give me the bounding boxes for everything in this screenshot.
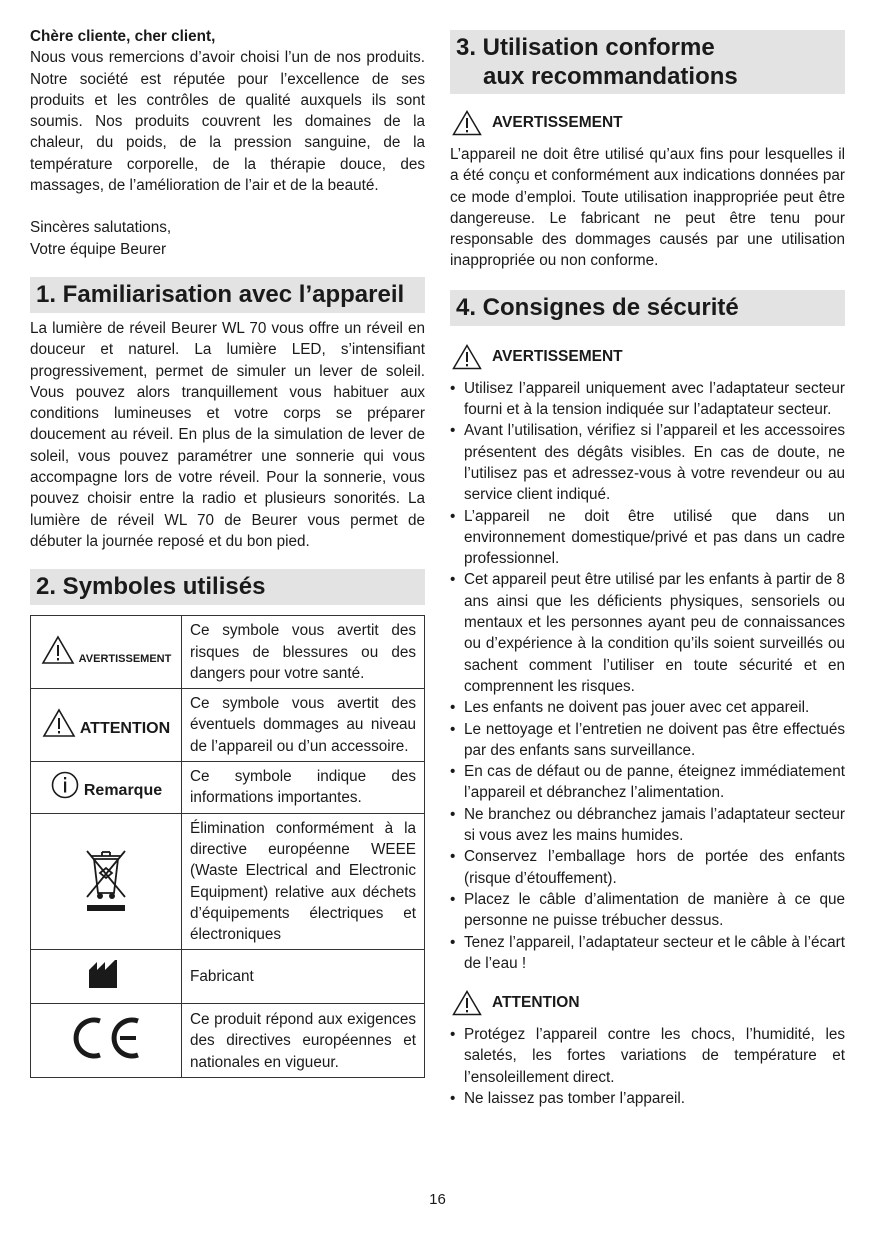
symbol-row-remarque xyxy=(31,762,425,814)
symbol-row-weee xyxy=(31,813,425,950)
warning-label: AVERTISSEMENT xyxy=(492,347,623,365)
symbols-table xyxy=(30,615,425,1078)
attention-list xyxy=(450,1024,845,1109)
symbol-cell xyxy=(31,762,182,814)
symbol-description: Ce symbole indique des informations importantes. xyxy=(182,762,425,814)
section4-attention xyxy=(452,990,845,1016)
intro-paragraph: Nous vous remercions d’avoir choisi l’un de nos produits. Notre société est réputée pour l’excellence de ses produits et les contrôles de qualité auxquels ils sont soumis. Nos produits couvrent les domaines de la chaleur, du poids, de la pression sanguine, de la température corporelle, de la thérapie douce, des massages, de l’amélioration de l’air et de la beauté. xyxy=(30,49,425,195)
list-item: • Conservez l’emballage hors de portée des enfants (risque d’étouffement). xyxy=(450,846,845,889)
symbol-cell xyxy=(31,1004,182,1078)
symbol-cell xyxy=(31,813,182,950)
weee-bin-icon xyxy=(83,845,129,913)
symbol-row-warning xyxy=(31,616,425,689)
symbol-row-manufacturer xyxy=(31,950,425,1004)
list-item: • Placez le câble d’alimentation de manière à ce que personne ne puisse trébucher dessus. xyxy=(450,889,845,932)
signature: Votre équipe Beurer xyxy=(30,240,167,258)
warning-triangle-icon xyxy=(452,344,482,370)
section2-title: 2. Symboles utilisés xyxy=(30,569,425,605)
section3-title-line2: aux recommandations xyxy=(483,63,738,90)
list-item: • Le nettoyage et l’entretien ne doivent pas être effectués par des enfants sans surveillance. xyxy=(450,719,845,762)
section3-title-line1: 3. Utilisation conforme xyxy=(456,34,715,61)
list-item: • Cet appareil peut être utilisé par les enfants à partir de 8 ans ainsi que les déficients physiques, sensoriels ou mentaux et les personnes ayant peu de connaissances ou d’expérience à la condition qu’ils soient surveillés ou sachent comment l’utiliser en toute sécurité et en comprennent les risques. xyxy=(450,569,845,697)
ce-mark-icon xyxy=(68,1015,144,1061)
list-item: • Avant l’utilisation, vérifiez si l’appareil et les accessoires présentent des dégâts visibles. En cas de doute, ne l’utilisez pas et adressez-vous à votre revendeur ou au service client indiqué. xyxy=(450,420,845,505)
symbol-description: Élimination conformément à la directive européenne WEEE (Waste Electrical and Electronic Equipment) relative aux déchets d’équipements électriques et électroniques xyxy=(182,813,425,950)
info-circle-icon xyxy=(50,770,80,800)
section3-title xyxy=(450,30,845,94)
list-item: • Protégez l’appareil contre les chocs, l’humidité, les saletés, les fortes variations de température et l’ensoleillement direct. xyxy=(450,1024,845,1088)
page-number: 16 xyxy=(429,1191,446,1208)
symbol-row-attention xyxy=(31,689,425,762)
section4-warning xyxy=(452,344,845,370)
greeting: Chère cliente, cher client, xyxy=(30,28,216,45)
section1-title: 1. Familiarisation avec l’appareil xyxy=(30,277,425,313)
warning-triangle-icon xyxy=(41,635,75,665)
symbol-label: AVERTISSEMENT xyxy=(78,652,172,665)
safety-warnings-list xyxy=(450,378,845,974)
symbol-cell xyxy=(31,616,182,689)
symbol-description: Ce symbole vous avertit des éventuels dommages au niveau de l’appareil ou d’un accessoire. xyxy=(182,689,425,762)
warning-label: AVERTISSEMENT xyxy=(492,114,623,131)
regards: Sincères salutations, xyxy=(30,219,172,237)
section3-warning xyxy=(452,110,845,136)
warning-triangle-icon xyxy=(42,708,76,738)
symbol-cell xyxy=(31,950,182,1004)
attention-label: ATTENTION xyxy=(492,994,580,1012)
section3-body: L’appareil ne doit être utilisé qu’aux fins pour lesquelles il a été conçu et conformément aux indications données par ce mode d’emploi. Toute utilisation inappropriée peut être dangereuse. Le fabricant ne peut être tenu pour responsable des dommages causés par une utilisation inappropriée ou non conforme. xyxy=(450,146,845,270)
symbol-label: Remarque xyxy=(83,781,163,799)
symbol-row-ce xyxy=(31,1004,425,1078)
list-item: • En cas de défaut ou de panne, éteignez immédiatement l’appareil et débranchez l’alimentation. xyxy=(450,761,845,804)
symbol-description: Ce produit répond aux exigences des directives européennes et nationales en vigueur. xyxy=(182,1004,425,1078)
list-item: • Utilisez l’appareil uniquement avec l’adaptateur secteur fourni et à la tension indiquée sur l’adaptateur secteur. xyxy=(450,378,845,421)
list-item: • L’appareil ne doit être utilisé que dans un environnement domestique/privé et pas dans un cadre professionnel. xyxy=(450,506,845,570)
left-column xyxy=(30,26,425,1078)
list-item: • Les enfants ne doivent pas jouer avec cet appareil. xyxy=(450,697,845,718)
symbol-description: Ce symbole vous avertit des risques de blessures ou des dangers pour votre santé. xyxy=(182,616,425,689)
right-column xyxy=(450,30,845,1109)
section4-title: 4. Consignes de sécurité xyxy=(450,290,845,326)
list-item: • Ne branchez ou débranchez jamais l’adaptateur secteur si vous avez les mains humides. xyxy=(450,804,845,847)
warning-triangle-icon xyxy=(452,110,482,136)
section1-body: La lumière de réveil Beurer WL 70 vous offre un réveil en douceur et naturel. La lumière LED, s’intensifiant progressivement, permet de simuler un lever de soleil. Vous pouvez alors tranquillement vous habituer aux conditions lumineuses et votre corps se préparer doucement au réveil. En plus de la simulation de lever de soleil, vous pouvez paramétrer une sonnerie qui vous accompagne lors de votre réveil. Pour la sonnerie, vous pouvez choisir entre la radio et plusieurs sonorités. La lumière de réveil WL 70 de Beurer vous permet de débuter la journée reposé et du bon pied. xyxy=(30,319,425,550)
symbol-label: ATTENTION xyxy=(79,719,171,737)
symbol-cell xyxy=(31,689,182,762)
list-item: • Ne laissez pas tomber l’appareil. xyxy=(450,1088,845,1109)
symbol-description: Fabricant xyxy=(182,950,425,1004)
warning-triangle-icon xyxy=(452,990,482,1016)
manufacturer-icon xyxy=(87,958,125,990)
list-item: • Tenez l’appareil, l’adaptateur secteur et le câble à l’écart de l’eau ! xyxy=(450,932,845,975)
